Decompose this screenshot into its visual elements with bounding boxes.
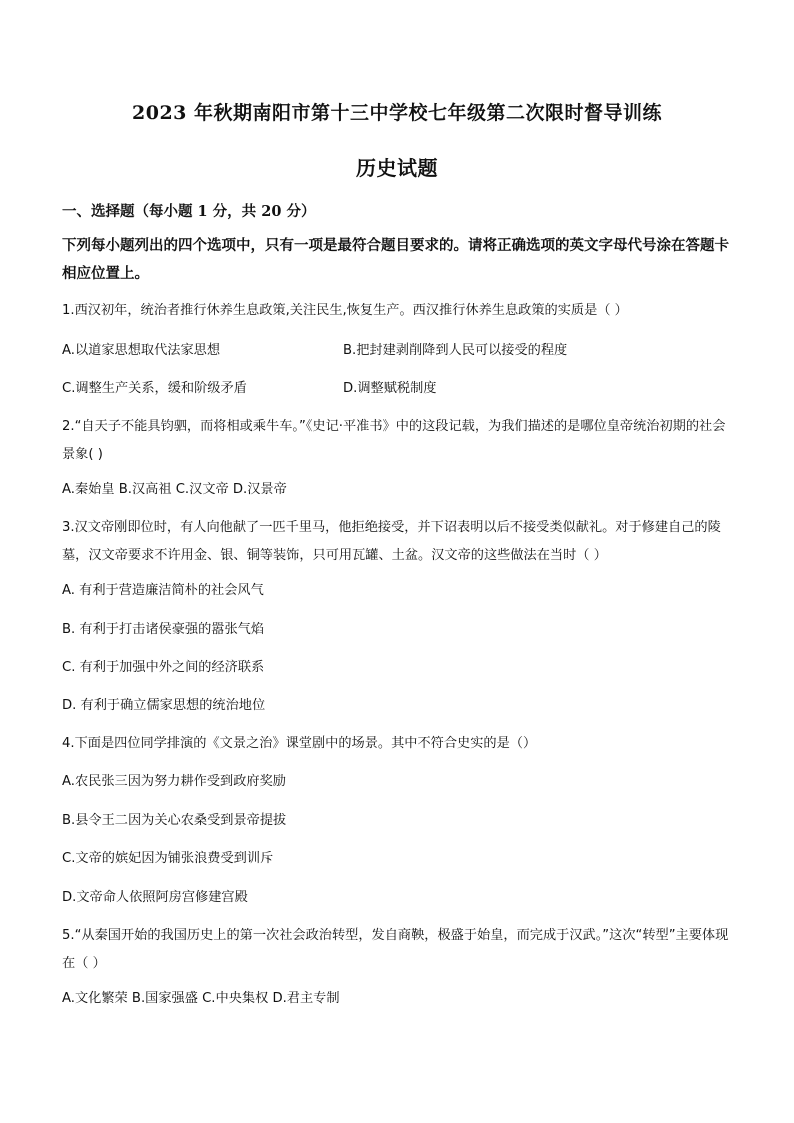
- question-1-stem: 1.西汉初年，统治者推行休养生息政策,关注民生,恢复生产。西汉推行休养生息政策的实质是（ ）: [62, 303, 628, 318]
- question-4-option-a: A.农民张三因为努力耕作受到政府奖励: [62, 774, 286, 789]
- question-1-option-d: D.调整赋税制度: [343, 381, 437, 396]
- question-4-option-d: D.文帝命人依照阿房宫修建宫殿: [62, 890, 248, 905]
- question-3-option-d: D. 有利于确立儒家思想的统治地位: [62, 698, 266, 713]
- question-2-options: A.秦始皇 B.汉高祖 C.汉文帝 D.汉景帝: [62, 482, 287, 497]
- question-5-stem: 5.“从秦国开始的我国历史上的第一次社会政治转型，发自商鞅，极盛于始皇，而完成于汉武。”这次“转型”主要体现在（ ）: [62, 928, 729, 971]
- exam-title: 2023 年秋期南阳市第十三中学校七年级第二次限时督导训练: [132, 102, 662, 124]
- section-heading: 一、选择题（每小题 1 分，共 20 分）: [62, 203, 316, 220]
- question-3-option-c: C. 有利于加强中外之间的经济联系: [62, 660, 265, 675]
- question-1-option-a: A.以道家思想取代法家思想: [62, 343, 221, 358]
- question-2-stem: 2.“自天子不能具钧驷，而将相或乘牛车。”《史记·平准书》中的这段记载，为我们描述的是哪位皇帝统治初期的社会景象( ): [62, 419, 726, 462]
- question-1-option-c: C.调整生产关系，缓和阶级矛盾: [62, 381, 247, 396]
- question-3-option-b: B. 有利于打击诸侯豪强的嚣张气焰: [62, 622, 265, 637]
- question-4-option-c: C.文帝的嫔妃因为铺张浪费受到训斥: [62, 851, 274, 866]
- question-1-option-b: B.把封建剥削降到人民可以接受的程度: [343, 343, 568, 358]
- question-5-options: A.文化繁荣 B.国家强盛 C.中央集权 D.君主专制: [62, 991, 340, 1006]
- question-4-option-b: B.县令王二因为关心农桑受到景帝提拔: [62, 813, 287, 828]
- question-4-stem: 4.下面是四位同学排演的《文景之治》课堂剧中的场景。其中不符合史实的是（）: [62, 736, 537, 751]
- question-3-option-a: A. 有利于营造廉洁简朴的社会风气: [62, 583, 264, 598]
- exam-subtitle: 历史试题: [356, 156, 438, 180]
- section-instruction: 下列每小题列出的四个选项中，只有一项是最符合题目要求的。请将正确选项的英文字母代号涂在答题卡相应位置上。: [62, 237, 729, 282]
- question-3-stem: 3.汉文帝刚即位时，有人向他献了一匹千里马，他拒绝接受，并下诏表明以后不接受类似献礼。对于修建自己的陵墓，汉文帝要求不许用金、银、铜等装饰，只可用瓦罐、土盆。汉文帝的这些做法在当时（ ）: [62, 520, 721, 563]
